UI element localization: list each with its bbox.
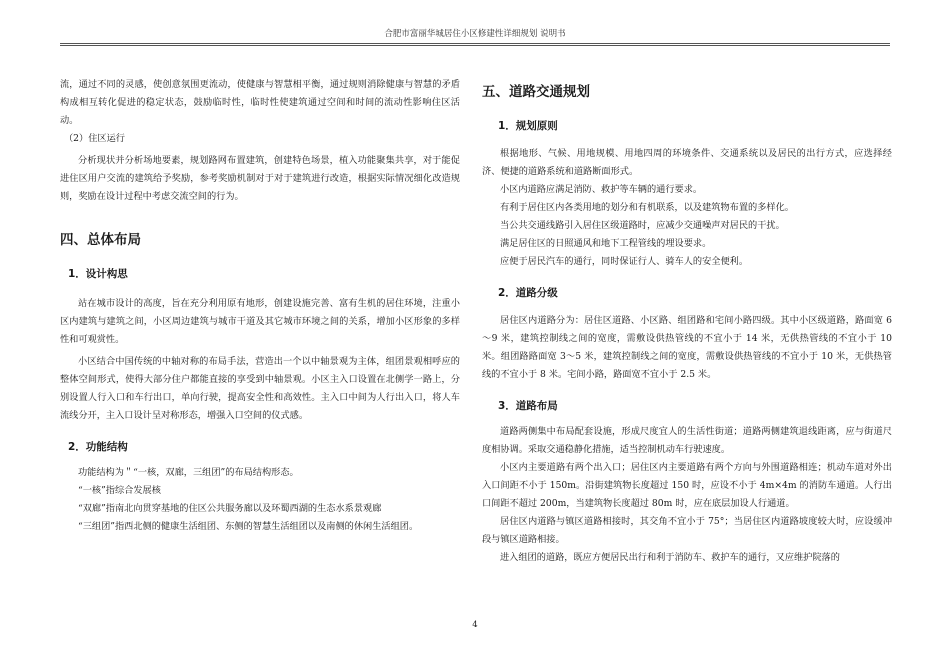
document-header-title: 合肥市富丽华城居住小区修建性详细规划 说明书 xyxy=(384,29,566,39)
list-item: “一核”指综合发展核 xyxy=(78,485,161,496)
page-number: 4 xyxy=(472,620,478,630)
right-column xyxy=(482,76,892,567)
list-item: 小区内道路应满足消防、救护等车辆的通行要求。 xyxy=(500,184,703,195)
planning-principle-list xyxy=(482,181,892,271)
sub-3-title: 3．道路布局 xyxy=(498,400,558,412)
section-4-title: 四、总体布局 xyxy=(60,232,141,248)
function-structure-list xyxy=(60,464,460,536)
list-item: 功能结构为＂“一核，双廊，三组团”的布局结构形态。 xyxy=(78,467,299,478)
section-5-title: 五、道路交通规划 xyxy=(482,84,590,100)
intro-paragraph: 流，通过不同的灵感，使创意氛围更流动，使健康与智慧相平衡，通过规则消除健康与智慧的矛盾构成相互转化促进的稳定状态，鼓励临时性，临时性使建筑通过空间和时间的流动性影响住区活动。 xyxy=(60,79,460,126)
planning-principle-paragraph: 根据地形、气候、用地规模、用地四周的环境条件、交通系统以及居民的出行方式，应选择经济、便捷的道路系统和道路断面形式。 xyxy=(482,148,892,177)
list-item: 当公共交通线路引入居住区级道路时，应减少交通噪声对居民的干扰。 xyxy=(500,220,785,231)
left-column xyxy=(60,76,460,536)
road-layout-paragraph-2: 小区内主要道路有两个出入口；居住区内主要道路有两个方向与外围道路相连；机动车道对外出入口间距不小于 150m。沿街建筑物长度超过 150 时，应设不小于 4m×4m 的消防车通道。人行出口间距不超过 200m，当建筑物长度超过 80m 时，应在底层加设人行通道。 xyxy=(482,462,892,509)
subsection-paragraph: 分析现状并分析场地要素，规划路网布置建筑，创建特色场景，植入功能聚集共享，对于能促进住区用户交流的建筑给予奖励，参考奖励机制对于对于建筑进行改造，根据实际情况细化改造规则，奖励在设计过程中考虑交流空间的行为。 xyxy=(60,155,460,202)
road-grading-paragraph: 居住区内道路分为：居住区道路、小区路、组团路和宅间小路四级。其中小区级道路，路面宽 6～9 米，建筑控制线之间的宽度，需敷设供热管线的不宜小于 14 米，无供热管线的不宜小于 10 米。组团路路面宽 3～5 米，建筑控制线之间的宽度，需敷设供热管线的不宜小于 10 米，无供热管线的不宜小于 8 米。宅间小路，路面宽不宜小于 2.5 米。 xyxy=(482,315,892,380)
header-rule-top xyxy=(60,43,890,44)
sub-2-title: 2．道路分级 xyxy=(498,287,558,299)
road-layout-paragraph-4: 进入组团的道路，既应方便居民出行和利于消防车、救护车的通行，又应维护院落的 xyxy=(500,552,840,563)
subsection-label: （2）住区运行 xyxy=(64,133,125,144)
design-concept-paragraph-1: 站在城市设计的高度，旨在充分利用原有地形，创建设施完善、富有生机的居住环境，注重小区内建筑与建筑之间，小区周边建筑与城市干道及其它城市环境之间的关系，增加小区形象的多样性和可观赏性。 xyxy=(60,298,460,345)
list-item: “三组团”指西北侧的健康生活组团、东侧的智慧生活组团以及南侧的休闲生活组团。 xyxy=(78,521,419,532)
road-layout-paragraph-3: 居住区内道路与镇区道路相接时，其交角不宜小于 75°；当居住区内道路坡度较大时，应设缓冲段与镇区道路相接。 xyxy=(482,516,892,545)
sub-1-title: 1．设计构思 xyxy=(68,268,128,280)
header-rule-bottom xyxy=(60,45,890,46)
list-item: 满足居住区的日照通风和地下工程管线的埋设要求。 xyxy=(500,238,712,249)
list-item: 有利于居住区内各类用地的划分和有机联系，以及建筑物布置的多样化。 xyxy=(500,202,794,213)
design-concept-paragraph-2: 小区结合中国传统的中轴对称的布局手法，营造出一个以中轴景观为主体，组团景观相呼应的整体空间形式，使得大部分住户都能直接的享受到中轴景观。小区主入口设置在北侧学一路上，分别设置人行入口和车行出口，单向行驶，提高安全性和高效性。主入口中间为人行出入口，将人车流线分开，主入口设计呈对称形态，增强入口空间的仪式感。 xyxy=(60,356,460,421)
list-item: 应便于居民汽车的通行，同时保证行人、骑车人的安全便利。 xyxy=(500,256,749,267)
road-layout-paragraph-1: 道路两侧集中布局配套设施，形成尺度宜人的生活性街道；道路两侧建筑退线距离，应与街道尺度相协调。采取交通稳静化措施，适当控制机动车行驶速度。 xyxy=(482,426,892,455)
list-item: “双廊”指南北向贯穿基地的住区公共服务廊以及环蜀西湖的生态水系景观廊 xyxy=(78,503,382,514)
sub-2-title: 2．功能结构 xyxy=(68,441,128,453)
sub-1-title: 1．规划原则 xyxy=(498,120,558,132)
